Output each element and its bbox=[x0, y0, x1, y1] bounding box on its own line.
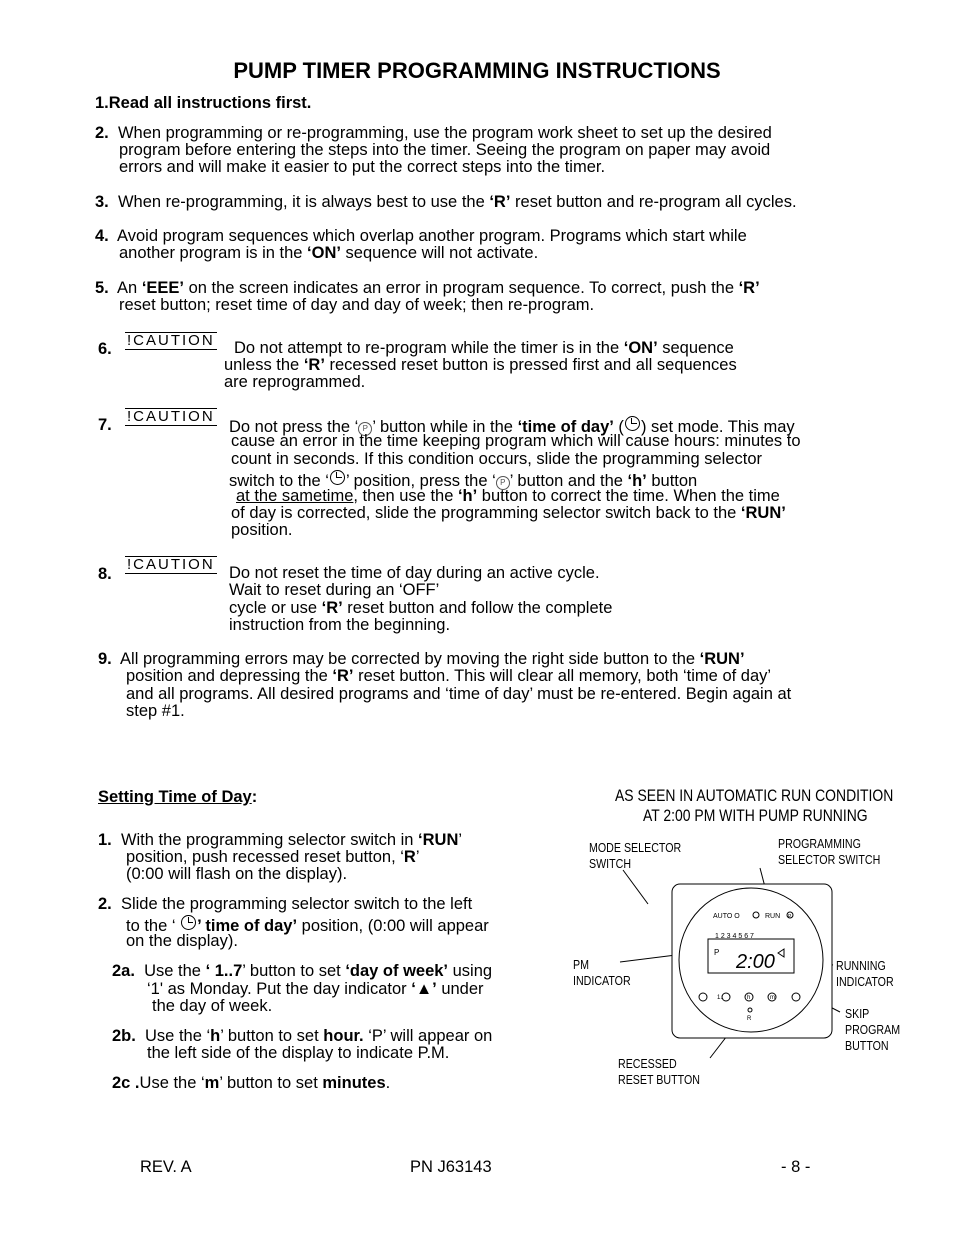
warning-icon: ! bbox=[127, 408, 134, 425]
instruction-7-line2: cause an error in the time keeping program which will cause hours: minutes to bbox=[231, 432, 801, 450]
step-1-line3: (0:00 will flash on the display). bbox=[126, 865, 348, 883]
instruction-2: 2. When programming or re-programming, use the program work sheet to set up the desired bbox=[95, 124, 772, 142]
instruction-8-line4: instruction from the beginning. bbox=[229, 616, 451, 634]
caution-label-8: !CAUTION bbox=[127, 556, 215, 573]
instruction-6: Do not attempt to re-program while the timer is in the ‘ON’ sequence bbox=[234, 339, 734, 357]
instruction-7-number: 7. bbox=[98, 416, 112, 434]
instruction-4: 4. Avoid program sequences which overlap another program. Programs which start while bbox=[95, 227, 747, 245]
display-time: 2:00 bbox=[736, 951, 775, 973]
instruction-8: Do not reset the time of day during an active cycle. bbox=[229, 564, 600, 582]
clock-icon bbox=[181, 915, 196, 930]
warning-icon: ! bbox=[127, 332, 134, 349]
pm-indicator-label: PM INDICATOR bbox=[573, 957, 631, 988]
instruction-5-line2: reset button; reset time of day and day of week; then re-program. bbox=[119, 296, 595, 314]
program-clock-icon: P bbox=[496, 476, 510, 490]
instruction-5: 5. An ‘EEE’ on the screen indicates an error in program sequence. To correct, push the ‘R’ bbox=[95, 279, 760, 297]
instruction-7-line3: count in seconds. If this condition occurs, slide the programming selector bbox=[231, 450, 763, 468]
step-2: 2. Slide the programming selector switch to the left bbox=[98, 895, 473, 913]
instruction-8-number: 8. bbox=[98, 565, 112, 583]
instruction-9-line4: step #1. bbox=[126, 702, 185, 720]
minute-button-label: m bbox=[770, 995, 775, 1001]
pm-indicator: P bbox=[714, 948, 720, 957]
clock-icon bbox=[330, 470, 345, 485]
auto-label: AUTO O bbox=[713, 913, 740, 920]
instruction-8-line2: Wait to reset during an ‘OFF’ bbox=[229, 581, 440, 599]
step-2-line2: to the ‘ ’ time of day’ position, (0:00 will appear bbox=[126, 917, 489, 935]
instruction-7-line4: switch to the ‘ ’ position, press the ‘ P ’ button and the ‘h’ button bbox=[229, 472, 698, 490]
step-2-line3: on the display). bbox=[126, 932, 238, 950]
step-2a: 2a. Use the ‘ 1..7’ button to set ‘day of week’ using bbox=[112, 962, 493, 980]
instruction-9-line3: and all programs. All desired programs and ‘time of day’ must be re-entered. Begin again at bbox=[126, 685, 792, 703]
mode-leader-line bbox=[623, 870, 648, 904]
instruction-6-line2: unless the ‘R’ recessed reset button is pressed first and all sequences bbox=[224, 356, 737, 374]
instruction-9: 9. All programming errors may be corrected by moving the right side button to the ‘RUN’ bbox=[98, 650, 745, 668]
instruction-7-line6: of day is corrected, slide the programming selector switch back to the ‘RUN’ bbox=[231, 504, 786, 522]
step-2b-line2: the left side of the display to indicate P.M. bbox=[147, 1044, 450, 1062]
p-label: P bbox=[788, 914, 792, 920]
instruction-6-number: 6. bbox=[98, 340, 112, 358]
page-title: PUMP TIMER PROGRAMMING INSTRUCTIONS bbox=[233, 58, 721, 83]
instruction-6-line3: are reprogrammed. bbox=[224, 373, 366, 391]
footer-part-number: PN J63143 bbox=[410, 1158, 492, 1176]
section-heading: Setting Time of Day: bbox=[98, 788, 258, 806]
reset-button-label: R bbox=[747, 1016, 752, 1022]
timer-diagram bbox=[560, 840, 900, 1070]
figure-title-line2: AT 2:00 PM WITH PUMP RUNNING bbox=[643, 806, 868, 825]
day-numbers: 1 2 3 4 5 6 7 bbox=[715, 933, 754, 940]
instruction-7-line5: at the sametime, then use the ‘h’ button to correct the time. When the time bbox=[236, 487, 780, 505]
instruction-1: 1.Read all instructions first. bbox=[95, 94, 312, 112]
warning-icon: ! bbox=[127, 556, 134, 573]
step-2a-line2: ‘1' as Monday. Put the day indicator ‘▲’ under bbox=[147, 980, 484, 998]
step-2c: 2c .Use the ‘m’ button to set minutes. bbox=[112, 1074, 391, 1092]
recessed-reset-label: RECESSED RESET BUTTON bbox=[618, 1056, 700, 1087]
instruction-4-line2: another program is in the ‘ON’ sequence will not activate. bbox=[119, 244, 539, 262]
step-1: 1. With the programming selector switch in ‘RUN’ bbox=[98, 831, 463, 849]
footer-revision: REV. A bbox=[140, 1158, 192, 1176]
instruction-8-line3: cycle or use ‘R’ reset button and follow the complete bbox=[229, 599, 613, 617]
caution-label-7: !CAUTION bbox=[127, 408, 215, 425]
run-label: RUN bbox=[765, 913, 781, 920]
running-indicator-label: RUNNING INDICATOR bbox=[836, 958, 894, 989]
step-2b: 2b. Use the ‘h’ button to set hour. ‘P’ will appear on bbox=[112, 1027, 493, 1045]
instruction-2-line2: program before entering the steps into the timer. Seeing the program on paper may avoid bbox=[119, 141, 771, 159]
step-2a-line3: the day of week. bbox=[152, 997, 273, 1015]
step-1-line2: position, push recessed reset button, ‘R’ bbox=[126, 848, 420, 866]
figure-title-line1: AS SEEN IN AUTOMATIC RUN CONDITION bbox=[615, 786, 894, 805]
instruction-3: 3. When re-programming, it is always best to use the ‘R’ reset button and re-program all cycles. bbox=[95, 193, 797, 211]
mode-selector-label: MODE SELECTOR SWITCH bbox=[589, 840, 682, 871]
instruction-2-line3: errors and will make it easier to put the correct steps into the timer. bbox=[119, 158, 606, 176]
instruction-7: Do not press the ‘ P ’ button while in the ‘time of day’ ( ) set mode. This may bbox=[229, 418, 795, 436]
footer-page-number: - 8 - bbox=[781, 1158, 811, 1176]
hour-button-label: h bbox=[747, 995, 751, 1001]
caution-label-6: !CAUTION bbox=[127, 332, 215, 349]
programming-selector-label: PROGRAMMING SELECTOR SWITCH bbox=[778, 836, 881, 867]
skip-program-label: SKIP PROGRAM BUTTON bbox=[845, 1006, 901, 1053]
instruction-9-line2: position and depressing the ‘R’ reset button. This will clear all memory, both ‘time of day’ bbox=[126, 667, 772, 685]
instruction-7-line7: position. bbox=[231, 521, 293, 539]
clock-icon bbox=[625, 416, 640, 431]
program-clock-icon: P bbox=[358, 422, 372, 436]
day-button-label: 1.. bbox=[717, 995, 724, 1001]
